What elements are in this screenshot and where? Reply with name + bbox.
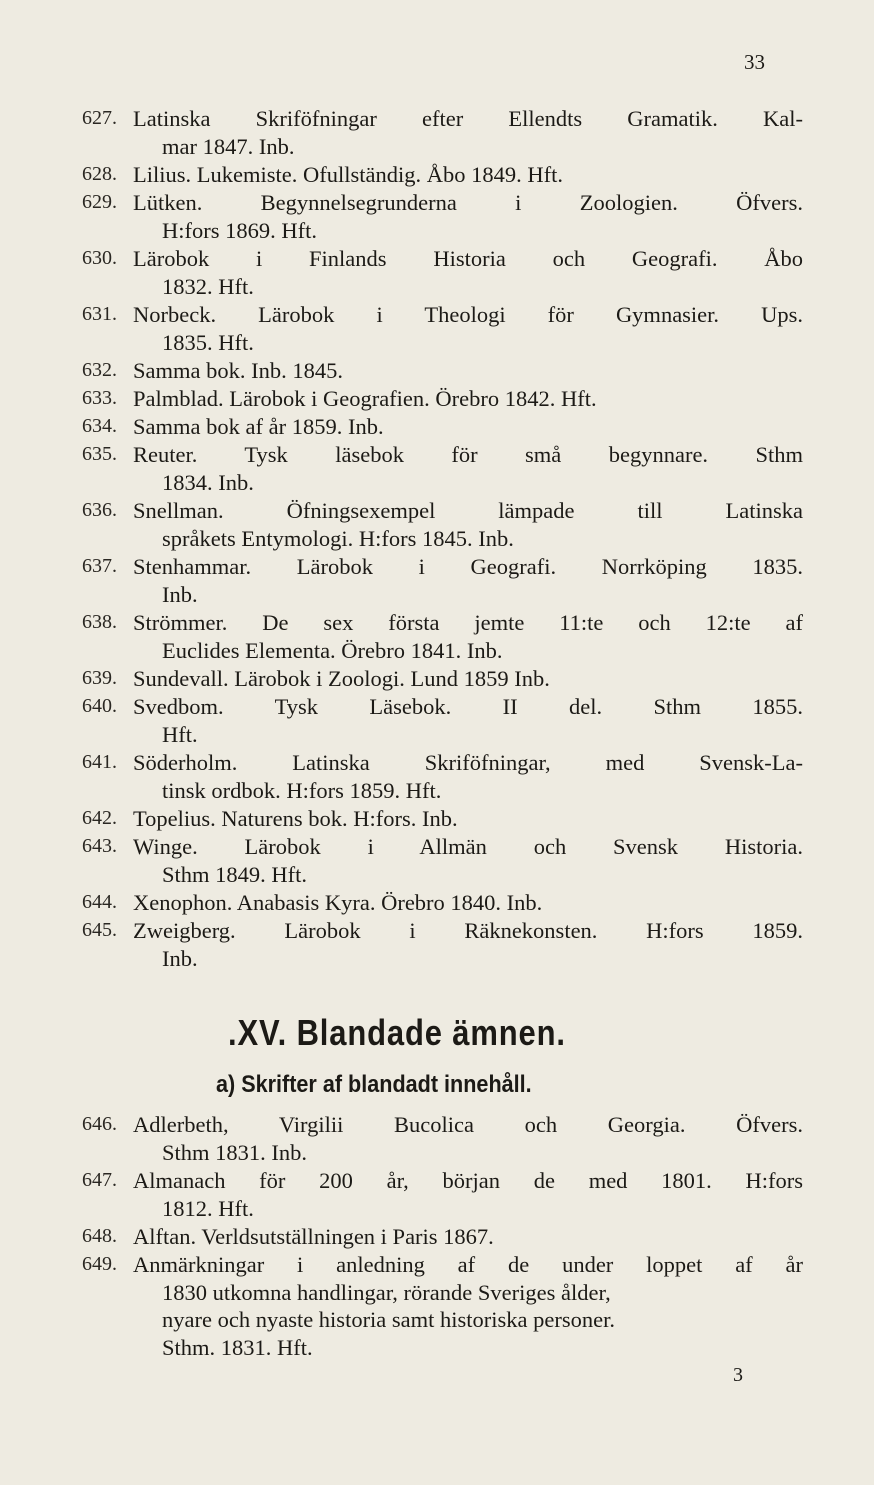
entry-text-line: Svedbom. Tysk Läsebok. II del. Sthm 1855. [133, 694, 803, 719]
entry-number: 629. [82, 191, 117, 213]
entry-number: 630. [82, 247, 117, 269]
section-heading: .XV. Blandade ämnen. [228, 1012, 566, 1053]
catalog-entry [0, 553, 874, 608]
entry-text-line: språkets Entymologi. H:fors 1845. Inb. [162, 525, 514, 551]
entry-number: 645. [82, 919, 117, 941]
catalog-entry [0, 917, 874, 972]
catalog-entry [0, 805, 874, 833]
entry-text-line: 1835. Hft. [162, 329, 254, 355]
entry-text-line: 1832. Hft. [162, 273, 254, 299]
entry-text-line: Sthm. 1831. Hft. [162, 1334, 313, 1360]
entry-number: 638. [82, 611, 117, 633]
catalog-entry [0, 245, 874, 300]
entry-text-line: Latinska Skriföfningar efter Ellendts Gramatik. Kal- [133, 106, 803, 131]
entry-text-line: Adlerbeth, Virgilii Bucolica och Georgia. Öfvers. [133, 1112, 803, 1137]
catalog-entry [0, 749, 874, 804]
catalog-entry [0, 161, 874, 189]
footer-signature-mark: 3 [733, 1364, 743, 1386]
entry-text-line: Palmblad. Lärobok i Geografien. Örebro 1842. Hft. [133, 386, 597, 411]
entry-number: 641. [82, 751, 117, 773]
entry-text-line: Lärobok i Finlands Historia och Geografi. Åbo [133, 246, 803, 271]
entry-text-line: Söderholm. Latinska Skriföfningar, med Svensk-La- [133, 750, 803, 775]
entry-text-line: Alftan. Verldsutställningen i Paris 1867. [133, 1224, 494, 1249]
entry-text-line: Hft. [162, 721, 198, 747]
entry-text-line: Stenhammar. Lärobok i Geografi. Norrköping 1835. [133, 554, 803, 579]
entry-number: 639. [82, 667, 117, 689]
catalog-entry [0, 665, 874, 693]
entry-number: 644. [82, 891, 117, 913]
entry-text-line: Anmärkningar i anledning af de under loppet af år [133, 1252, 803, 1277]
entry-number: 643. [82, 835, 117, 857]
entry-text-line: 1830 utkomna handlingar, rörande Sveriges ålder, [162, 1279, 611, 1305]
entry-text-line: Lilius. Lukemiste. Ofullständig. Åbo 1849. Hft. [133, 162, 563, 187]
catalog-entry [0, 1223, 874, 1251]
catalog-entry [0, 105, 874, 160]
entry-text-line: tinsk ordbok. H:fors 1859. Hft. [162, 777, 442, 803]
catalog-entry [0, 1167, 874, 1222]
page-number: 33 [744, 50, 765, 74]
catalog-entry [0, 441, 874, 496]
entry-text-line: Strömmer. De sex första jemte 11:te och 12:te af [133, 610, 803, 635]
entry-text-line: Sthm 1849. Hft. [162, 861, 308, 887]
entry-text-line: nyare och nyaste historia samt historiska personer. [162, 1307, 616, 1332]
entry-number: 637. [82, 555, 117, 577]
entry-text-line: Almanach för 200 år, början de med 1801. H:fors [133, 1168, 803, 1193]
entry-number: 646. [82, 1113, 117, 1135]
sub-heading: a) Skrifter af blandadt innehåll. [216, 1071, 532, 1098]
catalog-entry [0, 413, 874, 441]
entry-text-line: Samma bok af år 1859. Inb. [133, 414, 384, 439]
entry-number: 649. [82, 1253, 117, 1275]
catalog-entry [0, 301, 874, 356]
catalog-entry [0, 889, 874, 917]
entry-text-line: Sthm 1831. Inb. [162, 1139, 308, 1165]
entry-text-line: Sundevall. Lärobok i Zoologi. Lund 1859 Inb. [133, 666, 550, 691]
entry-number: 647. [82, 1169, 117, 1191]
catalog-entry [0, 1251, 874, 1361]
catalog-entry [0, 497, 874, 552]
catalog-entry [0, 189, 874, 244]
entry-number: 634. [82, 415, 117, 437]
entry-text-line: Inb. [162, 945, 198, 971]
catalog-entry [0, 1111, 874, 1166]
entry-number: 628. [82, 163, 117, 185]
entry-text-line: Xenophon. Anabasis Kyra. Örebro 1840. Inb. [133, 890, 543, 915]
entry-text-line: Zweigberg. Lärobok i Räknekonsten. H:fors 1859. [133, 918, 803, 943]
entry-text-line: 1834. Inb. [162, 469, 254, 495]
entry-text-line: 1812. Hft. [162, 1195, 254, 1221]
catalog-entry [0, 357, 874, 385]
entry-text-line: Snellman. Öfningsexempel lämpade till Latinska [133, 498, 803, 523]
catalog-entry [0, 609, 874, 664]
catalog-entry [0, 833, 874, 888]
entry-text-line: Reuter. Tysk läsebok för små begynnare. Sthm [133, 442, 803, 467]
entry-number: 642. [82, 807, 117, 829]
catalog-entry [0, 693, 874, 748]
entry-number: 632. [82, 359, 117, 381]
entry-text-line: Samma bok. Inb. 1845. [133, 358, 343, 383]
entry-number: 627. [82, 107, 117, 129]
entry-number: 648. [82, 1225, 117, 1247]
entry-number: 640. [82, 695, 117, 717]
entry-text-line: H:fors 1869. Hft. [162, 217, 317, 243]
entry-number: 636. [82, 499, 117, 521]
entry-number: 633. [82, 387, 117, 409]
entry-text-line: Inb. [162, 581, 198, 607]
entry-text-line: Topelius. Naturens bok. H:fors. Inb. [133, 806, 458, 831]
entry-text-line: Lütken. Begynnelsegrunderna i Zoologien. Öfvers. [133, 190, 803, 215]
entry-text-line: Winge. Lärobok i Allmän och Svensk Historia. [133, 834, 803, 859]
entry-text-line: Norbeck. Lärobok i Theologi för Gymnasier. Ups. [133, 302, 803, 327]
entry-number: 631. [82, 303, 117, 325]
entry-number: 635. [82, 443, 117, 465]
catalog-entry [0, 385, 874, 413]
entry-text-line: mar 1847. Inb. [162, 133, 295, 159]
entry-text-line: Euclides Elementa. Örebro 1841. Inb. [162, 637, 503, 663]
